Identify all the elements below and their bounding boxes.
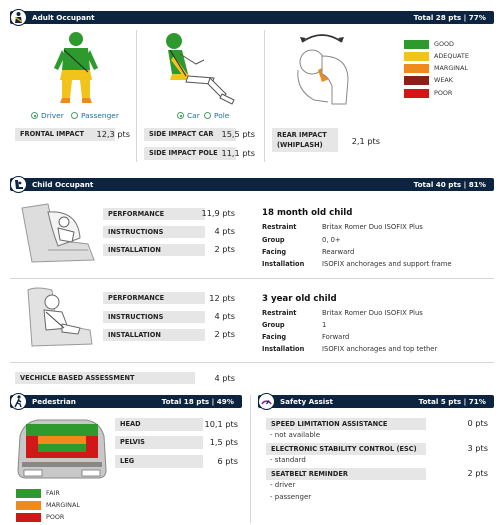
passenger-radio[interactable]: [71, 112, 78, 119]
seatbelt-reminder-label: SEATBELT REMINDER: [271, 470, 348, 478]
divider: [264, 30, 265, 162]
vehicle-assessment-row: [15, 372, 195, 384]
divider: [10, 362, 494, 363]
seatbelt-icon: [10, 9, 27, 26]
seat2-installation-value: 2 pts: [214, 329, 235, 339]
rear-impact-value: 2,1 pts: [351, 136, 380, 146]
seat2-installation-label: INSTALLATION: [108, 331, 161, 339]
esc-value: 3 pts: [467, 443, 488, 453]
passenger-radio-label: Passenger: [81, 111, 119, 120]
vehicle-assessment-value: 4 pts: [214, 373, 235, 383]
safety-assist-header: [258, 395, 494, 408]
seat1-instructions-label: INSTRUCTIONS: [108, 228, 164, 236]
speed-limitation-label: SPEED LIMITATION ASSISTANCE: [271, 420, 388, 428]
seat1-installation-key: Installation: [262, 260, 305, 268]
legend-poor-label: POOR: [434, 89, 453, 97]
pedestrian-header: [10, 395, 242, 408]
seat1-facing-key: Facing: [262, 248, 287, 256]
ped-legend-poor-swatch: [16, 513, 41, 522]
seatbelt-reminder-note-passenger: - passenger: [270, 493, 312, 501]
seat2-restraint-value: Britax Romer Duo ISOFIX Plus: [322, 309, 423, 317]
seat1-restraint-value: Britax Romer Duo ISOFIX Plus: [322, 223, 423, 231]
pelvis-value: 1,5 pts: [209, 437, 238, 447]
adult-occupant-header: [10, 11, 494, 24]
legend-good-swatch: [404, 40, 429, 49]
ped-legend-poor-label: POOR: [46, 513, 65, 521]
driver-radio-label: Driver: [41, 111, 64, 120]
side-impact-pole-value: 11,1 pts: [221, 148, 255, 158]
child-occupant-header: [10, 178, 494, 191]
frontal-impact-label: FRONTAL IMPACT: [20, 130, 84, 138]
seat1-performance-value: 11,9 pts: [201, 208, 235, 218]
seat2-group-value: 1: [322, 321, 327, 329]
seat1-facing-value: Rearward: [322, 248, 355, 256]
esc-note: - standard: [270, 456, 306, 464]
rear-impact-label-line2: (WHIPLASH): [277, 141, 323, 149]
seat2-installation-value-text: ISOFIX anchorages and top tether: [322, 345, 438, 353]
divider: [250, 395, 251, 523]
divider: [10, 278, 494, 279]
seat2-heading: 3 year old child: [262, 294, 337, 304]
seat1-group-key: Group: [262, 236, 285, 244]
speed-limitation-note: - not available: [270, 431, 321, 439]
pedestrian-car-figure: [14, 416, 110, 484]
speedometer-icon: [258, 393, 275, 410]
seat2-facing-value: Forward: [322, 333, 350, 341]
ped-legend-marginal-label: MARGINAL: [46, 501, 80, 509]
side-impact-car-value: 15,5 pts: [221, 129, 255, 139]
ped-legend-marginal-swatch: [16, 501, 41, 510]
speed-limitation-value: 0 pts: [467, 418, 488, 428]
seat2-instructions-value: 4 pts: [214, 311, 235, 321]
esc-row: [266, 443, 426, 455]
seat1-heading: 18 month old child: [262, 208, 353, 218]
pole-radio[interactable]: [204, 112, 211, 119]
rear-impact-label-line1: REAR IMPACT: [277, 131, 327, 139]
rear-impact-row: [272, 128, 338, 152]
seat1-instructions-value: 4 pts: [214, 226, 235, 236]
divider: [136, 30, 137, 162]
side-impact-pole-label: SIDE IMPACT POLE: [149, 149, 218, 157]
esc-label: ELECTRONIC STABILITY CONTROL (ESC): [271, 445, 417, 453]
ped-legend-fair-swatch: [16, 489, 41, 498]
head-value: 10,1 pts: [204, 419, 238, 429]
car-radio-label: Car: [187, 111, 200, 120]
legend-weak-label: WEAK: [434, 76, 453, 84]
child-seat-icon: [10, 176, 27, 193]
seat1-installation-label: INSTALLATION: [108, 246, 161, 254]
seat2-installation-key: Installation: [262, 345, 305, 353]
child-occupant-total: Total 40 pts | 81%: [413, 180, 486, 189]
seat2-group-key: Group: [262, 321, 285, 329]
seat2-performance-value: 12 pts: [209, 293, 235, 303]
adult-occupant-title: Adult Occupant: [32, 13, 95, 22]
ped-legend-fair-label: FAIR: [46, 489, 60, 497]
frontal-impact-value: 12,3 pts: [96, 129, 130, 139]
pedestrian-total: Total 18 pts | 49%: [161, 397, 234, 406]
child-seat-rearward-figure: [18, 200, 98, 266]
adult-occupant-total: Total 28 pts | 77%: [413, 13, 486, 22]
safety-assist-title: Safety Assist: [280, 397, 333, 406]
seatbelt-reminder-row: [266, 468, 426, 480]
driver-radio[interactable]: [31, 112, 38, 119]
seat1-group-value: 0, 0+: [322, 236, 341, 244]
car-radio[interactable]: [177, 112, 184, 119]
seat1-installation-value: 2 pts: [214, 244, 235, 254]
seat2-performance-label: PERFORMANCE: [108, 294, 165, 302]
frontal-impact-figure: [40, 30, 120, 106]
seat1-restraint-key: Restraint: [262, 223, 297, 231]
seat2-facing-key: Facing: [262, 333, 287, 341]
pelvis-label: PELVIS: [120, 438, 145, 446]
child-occupant-title: Child Occupant: [32, 180, 94, 189]
seat1-installation-value-text: ISOFIX anchorages and support frame: [322, 260, 452, 268]
leg-value: 6 pts: [217, 456, 238, 466]
vehicle-assessment-label: VECHICLE BASED ASSESSMENT: [20, 374, 135, 382]
legend-good-label: GOOD: [434, 40, 454, 48]
speed-limitation-row: [266, 418, 426, 430]
child-seat-forward-figure: [22, 284, 98, 350]
pole-radio-label: Pole: [214, 111, 230, 120]
seat2-instructions-label: INSTRUCTIONS: [108, 313, 164, 321]
side-impact-figure: [160, 30, 240, 106]
legend-poor-swatch: [404, 89, 429, 98]
side-impact-car-label: SIDE IMPACT CAR: [149, 130, 214, 138]
seat2-restraint-key: Restraint: [262, 309, 297, 317]
pedestrian-title: Pedestrian: [32, 397, 76, 406]
head-label: HEAD: [120, 420, 141, 428]
legend-weak-swatch: [404, 76, 429, 85]
rear-impact-figure: [288, 30, 360, 106]
legend-marginal-label: MARGINAL: [434, 64, 468, 72]
safety-assist-total: Total 5 pts | 71%: [418, 397, 486, 406]
legend-marginal-swatch: [404, 64, 429, 73]
leg-label: LEG: [120, 457, 135, 465]
pedestrian-icon: [10, 393, 27, 410]
legend-adequate-label: ADEQUATE: [434, 52, 469, 60]
seatbelt-reminder-value: 2 pts: [467, 468, 488, 478]
legend-adequate-swatch: [404, 52, 429, 61]
seat1-performance-label: PERFORMANCE: [108, 210, 165, 218]
seatbelt-reminder-note-driver: - driver: [270, 481, 296, 489]
